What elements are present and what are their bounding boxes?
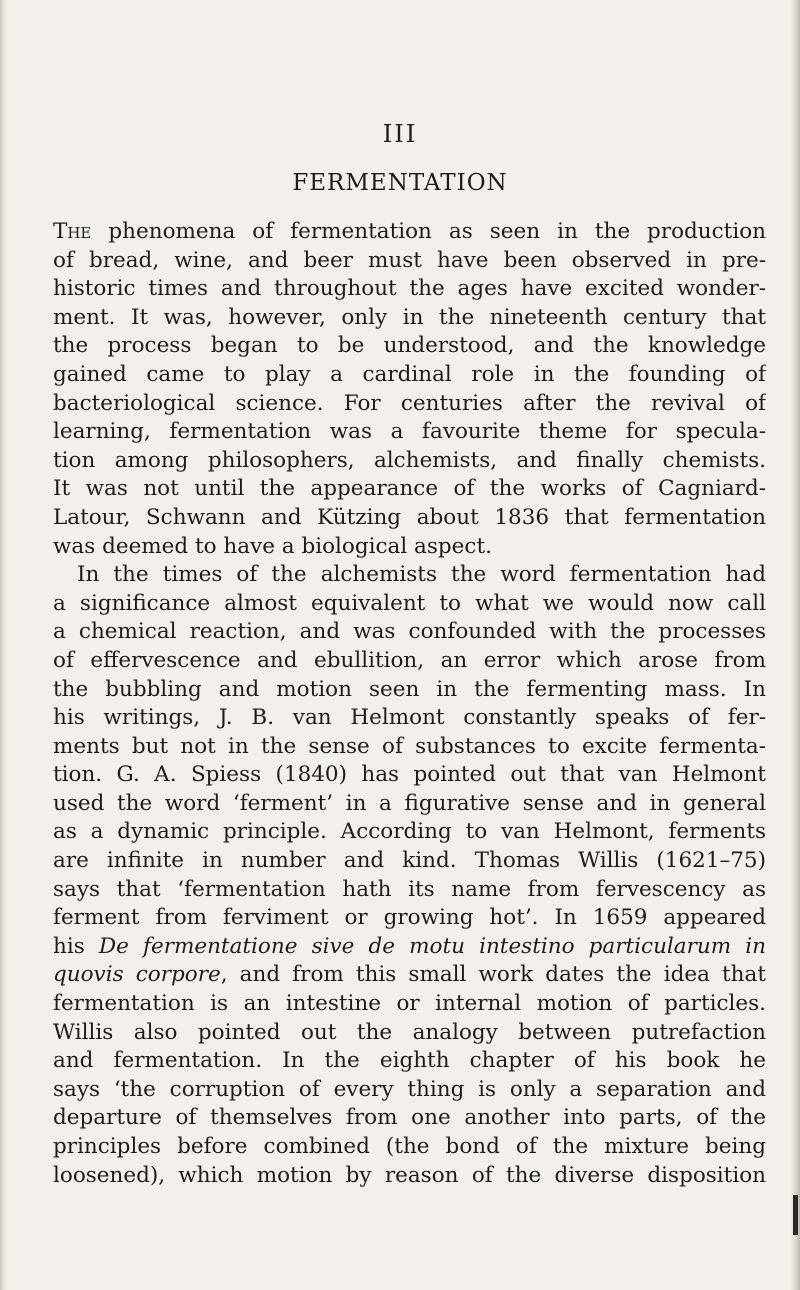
text-line: fermentation is an intestine or internal motion of particles.: [53, 991, 766, 1017]
text-line: historic times and throughout the ages have excited wonder-: [53, 276, 766, 302]
book-title-italic: De fermentatione sive de motu intestino particularum in: [98, 933, 766, 959]
text-line: his writings, J. B. van Helmont constantly speaks of fer-: [53, 705, 766, 731]
text-line: tion. G. A. Spiess (1840) has pointed out that van Helmont: [53, 762, 766, 788]
text-line: the bubbling and motion seen in the fermenting mass. In: [53, 676, 766, 702]
opening-word: The: [53, 219, 92, 244]
text-line: of effervescence and ebullition, an error which arose from: [53, 647, 766, 673]
text-line: bacteriological science. For centuries after the revival of: [53, 390, 766, 416]
text-line: quovis corpore, and from this small work dates the idea that: [53, 962, 766, 988]
text-line: tion among philosophers, alchemists, and finally chemists.: [53, 447, 766, 473]
text-line: Willis also pointed out the analogy between putrefaction: [53, 1019, 766, 1045]
text-line: a chemical reaction, and was confounded with the processes: [53, 619, 766, 645]
text-line: are infinite in number and kind. Thomas Willis (1621–75): [53, 848, 766, 874]
text-line: a significance almost equivalent to what we would now call: [53, 590, 766, 616]
text-line: Latour, Schwann and Kützing about 1836 that fermentation: [53, 504, 766, 530]
text-line: ferment from ferviment or growing hot’. In 1659 appeared: [53, 905, 766, 931]
body-text: [53, 218, 766, 1190]
text-line: of bread, wine, and beer must have been observed in pre-: [53, 247, 766, 273]
text-line: as a dynamic principle. According to van Helmont, ferments: [53, 819, 766, 845]
text-line: loosened), which motion by reason of the diverse disposition: [53, 1162, 766, 1188]
book-title-italic: quovis corpore: [53, 962, 221, 988]
text-line: says ‘the corruption of every thing is only a separation and: [53, 1076, 766, 1102]
text-line: In the times of the alchemists the word fermentation had: [77, 562, 766, 588]
text-line: departure of themselves from one another into parts, of the: [53, 1105, 766, 1131]
text-line: ment. It was, however, only in the nineteenth century that: [53, 304, 766, 330]
text-line: gained came to play a cardinal role in the founding of: [53, 361, 766, 387]
text-line: used the word ‘ferment’ in a figurative sense and in general: [53, 790, 766, 816]
text-line: says that ‘fermentation hath its name from fervescency as: [53, 876, 766, 902]
text-line: It was not until the appearance of the works of Cagniard-: [53, 476, 766, 502]
text-line: and fermentation. In the eighth chapter of his book he: [53, 1048, 766, 1074]
chapter-number: III: [382, 120, 418, 148]
text-line: principles before combined (the bond of the mixture being: [53, 1134, 766, 1159]
text-line: learning, fermentation was a favourite theme for specula-: [53, 419, 766, 445]
text-line: The phenomena of fermentation as seen in the production: [53, 219, 766, 244]
text-line: was deemed to have a biological aspect.: [53, 533, 492, 559]
text-line: his De fermentatione sive de motu intestino particularum in: [53, 933, 766, 959]
text-line: the process began to be understood, and the knowledge: [53, 333, 766, 359]
text-line: ments but not in the sense of substances to excite fermenta-: [53, 733, 766, 759]
edge-mark: [793, 1195, 798, 1235]
chapter-title: FERMENTATION: [292, 170, 508, 196]
